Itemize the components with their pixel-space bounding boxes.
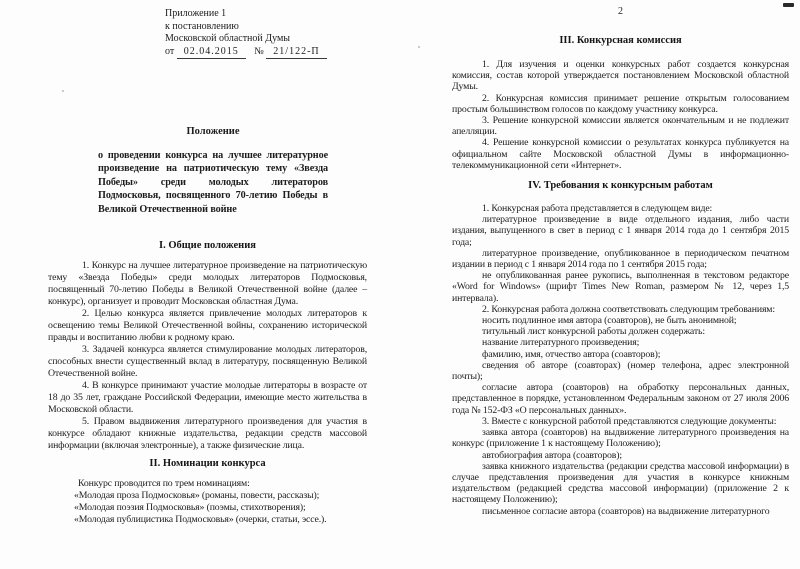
ref-duma-line: Московской областной Думы [165, 33, 290, 44]
ref-date-value: 02.04.2015 [177, 46, 246, 60]
paragraph: «Молодая поэзия Подмосковья» (поэмы, стихотворения); [74, 502, 306, 514]
paragraph: «Молодая публицистика Подмосковья» (очерки, статьи, эссе.). [74, 514, 327, 526]
paragraph: 3. Задачей конкурса является стимулирование молодых литераторов, способных внести существенный вклад в литературу, посвященную Великой Отечественной войне. [48, 344, 367, 380]
paragraph: 4. В конкурсе принимают участие молодые литераторы в возрасте от 18 до 35 лет, граждане Российской Федерации, имеющие место жительства в Московской области. [48, 380, 367, 416]
scan-speck [418, 46, 420, 48]
paragraph: 1. Конкурсная работа представляется в следующем виде: [482, 203, 713, 215]
paragraph: название литературного произведения; [482, 337, 640, 349]
section-commission-paragraphs [452, 59, 789, 171]
nominations-intro: Конкурс проводится по трем номинациям: [78, 478, 250, 490]
paragraph: автобиография автора (соавторов); [482, 449, 622, 461]
ref-resolution-line: к постановлению [165, 20, 239, 32]
paragraph: 2. Конкурсная работа должна соответствовать следующим требованиям: [482, 303, 775, 315]
section-heading-general: I. Общие положения [159, 240, 256, 252]
paragraph: 2. Целью конкурса является привлечение молодых литераторов к освещению темы Великой Отечественной войны, сохранению исторической правды и воспитанию любви к родному краю. [48, 308, 367, 344]
paragraph: 3. Вместе с конкурсной работой представляются следующие документы: [482, 415, 777, 427]
approval-reference [165, 8, 367, 59]
section-heading-requirements: IV. Требования к конкурсным работам [528, 180, 713, 192]
paragraph: не опубликованная ранее рукопись, выполненная в текстовом редакторе «Word for Windows» (шрифт Times New Roman, размером № 12, через 1,5 интервала). [452, 270, 789, 304]
paragraph: литературное произведение, опубликованное в периодическом печатном издании в период с 1 января 2014 года по 1 сентября 2015 года; [452, 247, 789, 271]
section-general-paragraphs [48, 260, 367, 452]
document-subtitle: о проведении конкурса на лучшее литературное произведение на патриотическую тему «Звезда Победы» среди молодых литераторов Подмосковья, посвященного 70-летию Победы в Великой Отечественной войне [98, 150, 328, 215]
paragraph: заявка книжного издательства (редакции средства массовой информации) в случае представления произведения для участия в конкурсе книжным издательством (редакцией средства массовой информации) (приложение 2 к настоящему Положению); [452, 460, 789, 506]
section-requirements-paragraphs [452, 203, 789, 517]
ref-appendix-line: Приложение 1 [165, 8, 227, 19]
page-number: 2 [618, 6, 623, 17]
paragraph: 4. Решение конкурсной комиссии о результатах конкурса публикуется на официальном сайте Московской областной Думы в информационно-телекоммуникационной сети «Интернет». [452, 137, 789, 171]
page-2 [452, 6, 789, 517]
paragraph: сведения об авторе (соавторах) (номер телефона, адрес электронной почты); [452, 359, 789, 383]
paragraph: 1. Для изучения и оценки конкурсных работ создается конкурсная комиссия, состав которой утверждается постановлением Московской областной Думы. [452, 59, 789, 93]
section-heading-nominations: II. Номинации конкурса [149, 458, 266, 470]
ref-date-prefix: от [165, 45, 175, 57]
paragraph: фамилию, имя, отчество автора (соавторов); [482, 348, 661, 360]
title-block [98, 125, 328, 216]
paragraph: литературное произведение в виде отдельного издания, либо части издания, выпущенного в свет в период с 1 января 2014 года до 1 сентября 2015 года; [452, 214, 789, 248]
page-1 [48, 8, 367, 526]
paragraph: 5. Правом выдвижения литературного произведения для участия в конкурсе обладают книжные издательства, редакции средств массовой информации (включая электронные), а также физические лица. [48, 416, 367, 452]
nominations-block [48, 478, 367, 526]
paragraph: заявка автора (соавторов) на выдвижение литературного произведения на конкурс (приложение 1 к настоящему Положению); [452, 427, 789, 450]
nominations-list [48, 490, 367, 526]
section-heading-commission: III. Конкурсная комиссия [559, 35, 682, 46]
paragraph: 3. Решение конкурсной комиссии является окончательным и не подлежит апелляции. [452, 115, 789, 138]
document-title: Положение [186, 126, 240, 137]
paragraph: 1. Конкурс на лучшее литературное произведение на патриотическую тему «Звезда Победы» среди молодых литераторов Подмосковья, посвященный 70-летию Победы в Великой Отечественной войне (далее – конкурс), организует и проводит Московская областная Дума. [48, 260, 367, 308]
ref-number-sign: № [254, 45, 264, 57]
paragraph: 2. Конкурсная комиссия принимает решение открытым голосованием простым большинством голосов по каждому участнику конкурса. [452, 92, 789, 115]
paragraph: титульный лист конкурсной работы должен содержать: [482, 326, 705, 338]
ref-number-value: 21/122-П [266, 46, 326, 60]
paragraph: «Молодая проза Подмосковья» (романы, повести, рассказы); [74, 490, 320, 502]
paragraph: носить подлинное имя автора (соавторов), не быть анонимной; [482, 315, 737, 327]
paragraph: письменное согласие автора (соавторов) на выдвижение литературного [482, 505, 770, 517]
paragraph: согласие автора (соавторов) на обработку персональных данных, представленное в порядке, установленном Федеральным законом от 27 июля 2006 года № 152-ФЗ «О персональных данных». [452, 382, 789, 416]
ref-date-number-line [165, 46, 367, 60]
